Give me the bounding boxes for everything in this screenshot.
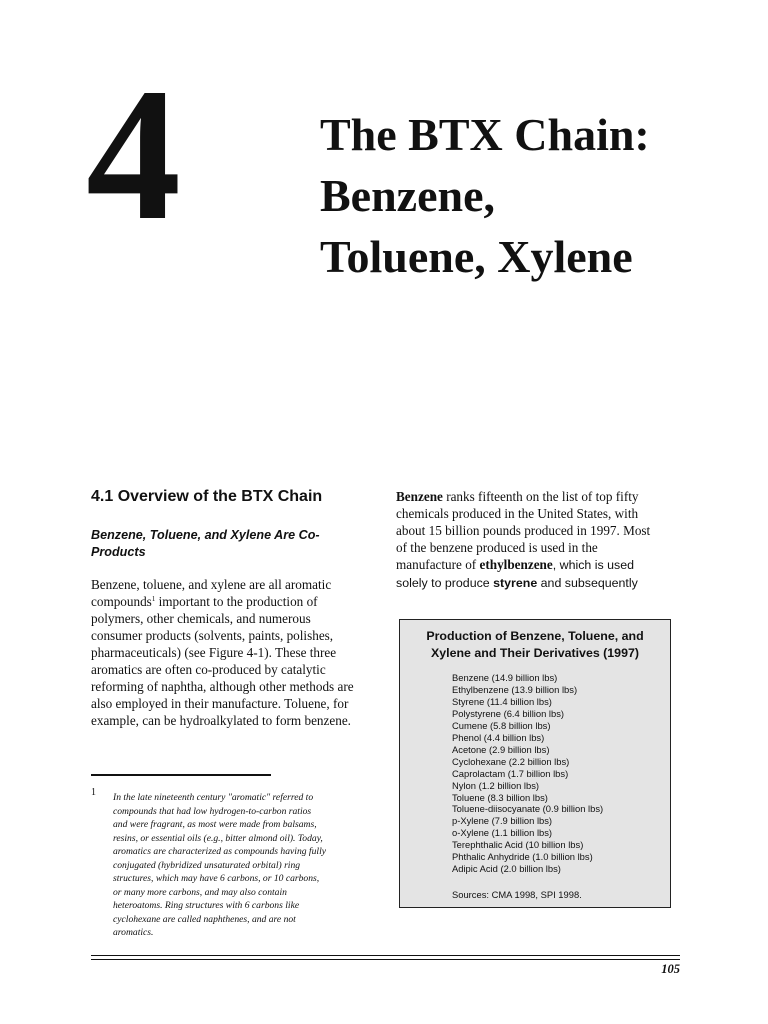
paragraph-line <box>396 556 681 574</box>
paragraph-line: Benzene, toluene, and xylene are all aromatic <box>91 577 332 592</box>
list-item: Phenol (4.4 billion lbs) <box>452 731 545 743</box>
footnote-line: compounds that had low hydrogen-to-carbon ratios <box>113 805 312 817</box>
list-item: Styrene (11.4 billion lbs) <box>452 695 552 707</box>
right-paragraph <box>396 488 681 592</box>
paragraph-line <box>396 488 681 505</box>
chapter-title <box>320 104 650 287</box>
sidebar-source: Sources: CMA 1998, SPI 1998. <box>452 889 582 900</box>
list-item: Caprolactam (1.7 billion lbs) <box>452 767 569 779</box>
footnote-line: aromatics are characterized as compounds having fully <box>113 846 326 857</box>
footnote-text <box>113 791 383 940</box>
term-ethylbenzene: ethylbenzene <box>479 557 553 572</box>
footnote-mark: 1 <box>91 787 96 798</box>
list-item: Nylon (1.2 billion lbs) <box>452 779 540 791</box>
list-item: p-Xylene (7.9 billion lbs) <box>452 815 553 827</box>
term-benzene: Benzene <box>396 489 443 504</box>
footnote-line: structures, which may have 6 carbons, or 10 carbons, <box>113 873 320 884</box>
footnote-line: heteroatoms. Ring structures with 6 carbons like <box>113 900 300 911</box>
paragraph-line <box>91 593 371 610</box>
list-item: Phthalic Anhydride (1.0 billion lbs) <box>452 851 593 863</box>
footnote-line: and were fragrant, as most were made from balsams, <box>113 819 317 830</box>
paragraph-line: also employed in their manufacture. Toluene, for <box>91 696 349 711</box>
chapter-title-line: Toluene, Xylene <box>320 231 633 282</box>
list-item: Cumene (5.8 billion lbs) <box>452 719 551 731</box>
paragraph-line: polymers, other chemicals, and numerous <box>91 611 311 626</box>
paragraph-line: of the benzene produced is used in the <box>396 540 598 555</box>
production-list <box>452 672 603 875</box>
production-sidebar-box <box>399 619 671 908</box>
footnote-divider <box>91 774 271 776</box>
list-item: Toluene-diisocyanate (0.9 billion lbs) <box>452 803 604 815</box>
paragraph-text: , which is used <box>552 558 635 572</box>
paragraph-text: compounds <box>91 594 152 609</box>
list-item: o-Xylene (1.1 billion lbs) <box>452 827 553 839</box>
sidebar-box-title-line: Xylene and Their Derivatives (1997) <box>431 646 639 660</box>
paragraph-line: example, can be hydroalkylated to form benzene. <box>91 713 351 728</box>
paragraph-line: reforming of naphtha, although other methods are <box>91 679 354 694</box>
chapter-title-line: The BTX Chain: <box>320 109 650 160</box>
paragraph-line: consumer products (solvents, paints, polishes, <box>91 628 334 643</box>
list-item: Benzene (14.9 billion lbs) <box>452 672 558 683</box>
list-item: Cyclohexane (2.2 billion lbs) <box>452 755 570 767</box>
footnote-line: aromatics. <box>113 927 154 938</box>
list-item: Toluene (8.3 billion lbs) <box>452 791 548 803</box>
paragraph-text: solely to produce <box>396 576 494 590</box>
section-heading: 4.1 Overview of the BTX Chain <box>91 488 323 505</box>
sidebar-box-title <box>400 628 670 662</box>
footnote-line: conjugated (hybridized unsaturated orbital) ring <box>113 859 301 871</box>
left-paragraph <box>91 576 371 729</box>
page-number: 105 <box>661 962 680 976</box>
footer-rule <box>91 959 680 960</box>
footnote-line: resins, or essential oils (e.g., bitter almond oil). Today, <box>113 832 323 844</box>
footnote-line: or many more carbons, and may also contain <box>113 886 287 898</box>
chapter-title-line: Benzene, <box>320 170 496 221</box>
list-item: Acetone (2.9 billion lbs) <box>452 743 550 755</box>
list-item: Polystyrene (6.4 billion lbs) <box>452 707 565 719</box>
footer-rule <box>91 955 680 956</box>
list-item: Terephthalic Acid (10 billion lbs) <box>452 839 584 851</box>
paragraph-line: about 15 billion pounds produced in 1997. Most <box>396 523 651 538</box>
list-item: Adipic Acid (2.0 billion lbs) <box>452 863 561 875</box>
term-styrene: styrene <box>493 576 538 590</box>
chapter-number: 4 <box>86 50 181 260</box>
paragraph-line: pharmaceuticals) (see Figure 4-1). These three <box>91 645 337 660</box>
paragraph-line: aromatics are often co-produced by catalytic <box>91 662 326 677</box>
footnote-line: In the late nineteenth century "aromatic" referred to <box>113 792 314 803</box>
list-item: Ethylbenzene (13.9 billion lbs) <box>452 683 578 695</box>
paragraph-line: chemicals produced in the United States, with <box>396 506 639 521</box>
paragraph-line <box>396 574 681 592</box>
sidebar-box-title-line: Production of Benzene, Toluene, and <box>426 629 644 643</box>
paragraph-text: important to the production of <box>155 594 318 609</box>
section-subheading: Benzene, Toluene, and Xylene Are Co-Products <box>91 528 320 559</box>
paragraph-text: ranks fifteenth on the list of top fifty <box>442 489 639 504</box>
paragraph-text: manufacture of <box>396 557 480 572</box>
footnote-reference[interactable]: 1 <box>151 595 156 603</box>
paragraph-text: and subsequently <box>537 576 638 590</box>
footnote-line: cyclohexane are called naphthenes, and are not <box>113 913 296 925</box>
